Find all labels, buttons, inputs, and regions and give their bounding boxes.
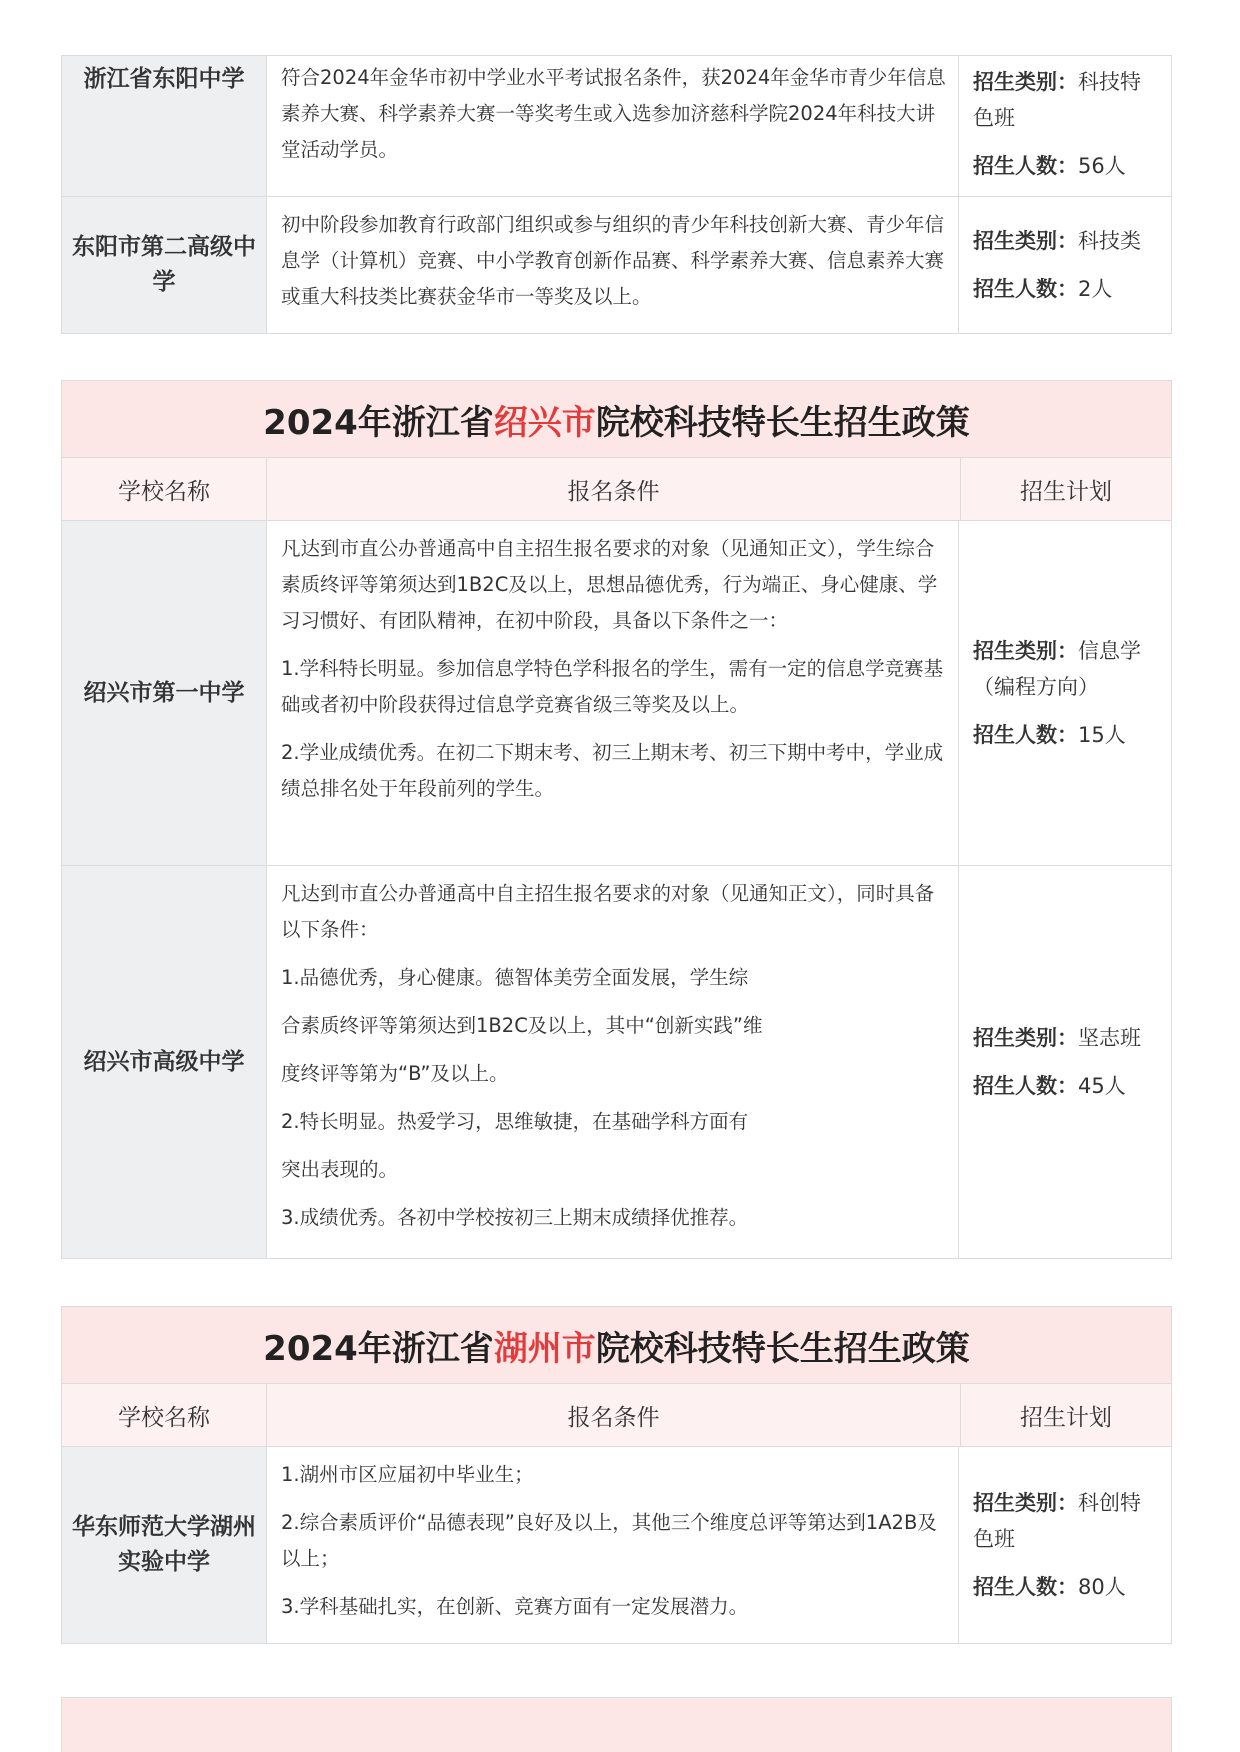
condition-text: 符合2024年金华市初中学业水平考试报名条件，获2024年金华市青少年信息素养大赛、科学素养大赛一等奖考生或入选参加济慈科学院2024年科技大讲堂活动学员。	[281, 66, 946, 161]
header-conditions: 报名条件	[266, 1384, 961, 1446]
conditions-cell	[266, 1447, 959, 1643]
table-header	[62, 1383, 1171, 1446]
school-name: 绍兴市第一中学	[62, 521, 266, 865]
plan-count: 招生人数：2人	[973, 277, 1113, 301]
header-conditions: 报名条件	[266, 458, 961, 520]
condition-text: 3.学科基础扎实，在创新、竞赛方面有一定发展潜力。	[281, 1595, 749, 1618]
plan-count: 招生人数：45人	[973, 1074, 1126, 1098]
condition-text: 凡达到市直公办普通高中自主招生报名要求的对象（见通知正文），学生综合素质终评等第须达到1B2C及以上，思想品德优秀，行为端正、身心健康、学习习惯好、有团队精神，在初中阶段，具备以下条件之一：	[281, 537, 938, 632]
city-name: 绍兴市	[493, 402, 596, 443]
condition-text: 2.综合素质评价“品德表现”良好及以上，其他三个维度总评等第达到1A2B及以上；	[281, 1511, 937, 1570]
table-row	[62, 1446, 1171, 1643]
jinhua-table	[61, 55, 1172, 334]
table-header	[62, 457, 1171, 520]
condition-text: 1.学科特长明显。参加信息学特色学科报名的学生，需有一定的信息学竞赛基础或者初中阶段获得过信息学竞赛省级三等奖及以上。	[281, 657, 944, 716]
plan-category: 招生类别：坚志班	[973, 1026, 1141, 1050]
condition-text: 1.品德优秀，身心健康。德智体美劳全面发展，学生综	[281, 966, 749, 989]
school-name: 浙江省东阳中学	[62, 56, 266, 196]
plan-category: 招生类别：科创特色班	[973, 1491, 1141, 1551]
table-row	[62, 56, 1171, 196]
conditions-cell	[266, 866, 959, 1258]
conditions-cell	[266, 197, 959, 333]
condition-text: 合素质终评等第须达到1B2C及以上，其中“创新实践”维	[281, 1014, 763, 1037]
plan-count: 招生人数：80人	[973, 1575, 1126, 1599]
plan-category: 招生类别：科技特色班	[973, 70, 1141, 130]
plan-cell	[959, 1447, 1171, 1643]
plan-cell	[959, 197, 1171, 333]
shaoxing-table	[61, 380, 1172, 1259]
school-name: 东阳市第二高级中学	[62, 197, 266, 333]
header-school: 学校名称	[118, 1404, 210, 1431]
plan-cell	[959, 56, 1171, 196]
plan-category: 招生类别：信息学（编程方向）	[973, 639, 1141, 699]
condition-text: 2.学业成绩优秀。在初二下期末考、初三上期末考、初三下期中考中，学业成绩总排名处于年段前列的学生。	[281, 741, 944, 800]
condition-text: 2.特长明显。热爱学习，思维敏捷，在基础学科方面有	[281, 1110, 749, 1133]
condition-text: 突出表现的。	[281, 1158, 399, 1181]
header-plan: 招生计划	[1020, 478, 1112, 505]
table-row	[62, 196, 1171, 333]
header-plan: 招生计划	[1020, 1404, 1112, 1431]
condition-text: 凡达到市直公办普通高中自主招生报名要求的对象（见通知正文），同时具备以下条件：	[281, 882, 935, 941]
section-title: 2024年浙江省 绍兴市 院校科技特长生招生政策	[62, 381, 1171, 457]
next-section-title	[61, 1697, 1172, 1752]
school-name: 绍兴市高级中学	[62, 866, 266, 1258]
conditions-cell	[266, 56, 959, 196]
plan-cell	[959, 866, 1171, 1258]
city-name: 湖州市	[493, 1328, 596, 1369]
header-school: 学校名称	[118, 478, 210, 505]
huzhou-table	[61, 1306, 1172, 1644]
conditions-cell	[266, 521, 959, 865]
plan-count: 招生人数：15人	[973, 723, 1126, 747]
plan-count: 招生人数：56人	[973, 154, 1126, 178]
section-title: 2024年浙江省 湖州市 院校科技特长生招生政策	[62, 1307, 1171, 1383]
table-row	[62, 865, 1171, 1258]
school-name: 华东师范大学湖州实验中学	[62, 1447, 266, 1643]
condition-text: 初中阶段参加教育行政部门组织或参与组织的青少年科技创新大赛、青少年信息学（计算机）竞赛、中小学教育创新作品赛、科学素养大赛、信息素养大赛或重大科技类比赛获金华市一等奖及以上。	[281, 213, 945, 308]
table-row	[62, 520, 1171, 865]
plan-cell	[959, 521, 1171, 865]
condition-text: 1.湖州市区应届初中毕业生；	[281, 1463, 534, 1486]
condition-text: 3.成绩优秀。各初中学校按初三上期末成绩择优推荐。	[281, 1206, 749, 1229]
plan-category: 招生类别：科技类	[973, 229, 1141, 253]
condition-text: 度终评等第为“B”及以上。	[281, 1062, 509, 1085]
